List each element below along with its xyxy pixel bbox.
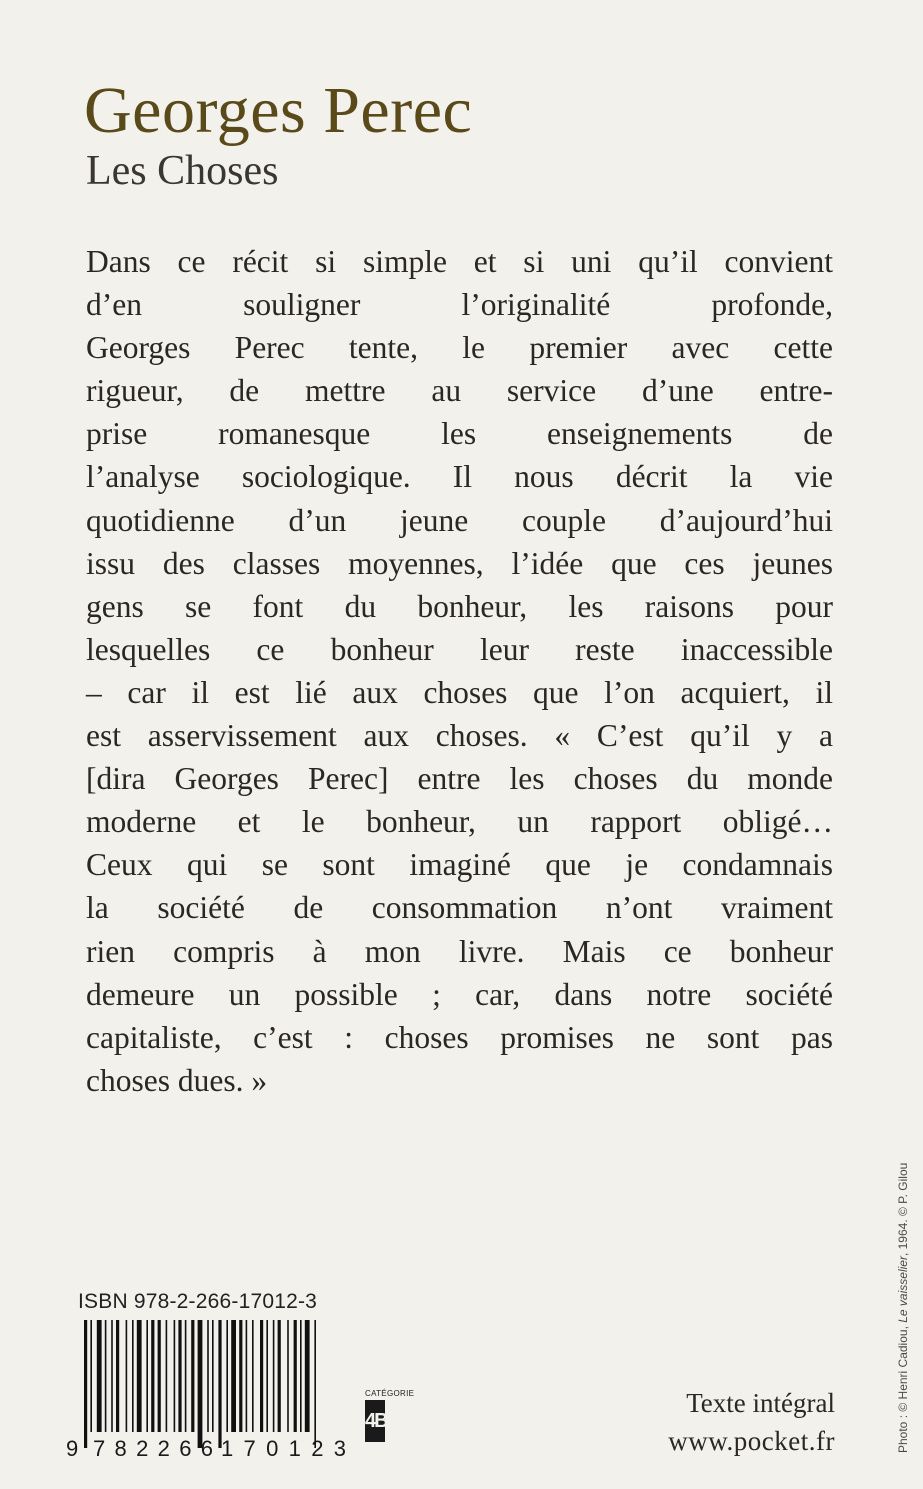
barcode-bar bbox=[305, 1320, 310, 1432]
barcode-bars bbox=[84, 1320, 316, 1448]
barcode-bar bbox=[278, 1320, 281, 1432]
blurb-line: prise romanesque les enseignements de bbox=[86, 416, 833, 452]
barcode bbox=[66, 1320, 360, 1460]
barcode-bar bbox=[198, 1320, 203, 1448]
credit-work: Le vaisselier bbox=[896, 1256, 910, 1323]
blurb-line: rigueur, de mettre au service d’une entre- bbox=[86, 373, 833, 409]
barcode-bar bbox=[111, 1320, 113, 1432]
blurb-line: Georges Perec tente, le premier avec cette bbox=[86, 330, 833, 366]
barcode-bar bbox=[218, 1320, 221, 1448]
barcode-bar bbox=[207, 1320, 209, 1432]
author-name: Georges Perec bbox=[84, 74, 473, 147]
blurb-line: [dira Georges Perec] entre les choses du monde bbox=[86, 761, 833, 797]
blurb-text bbox=[86, 240, 833, 1102]
barcode-bar bbox=[314, 1320, 316, 1448]
barcode-bar bbox=[246, 1320, 248, 1432]
isbn-label: ISBN 978-2-266-17012-3 bbox=[78, 1290, 318, 1313]
barcode-bar bbox=[178, 1320, 181, 1432]
blurb-line: gens se font du bonheur, les raisons pour bbox=[86, 588, 833, 624]
barcode-bar bbox=[137, 1320, 142, 1432]
barcode-bar bbox=[252, 1320, 254, 1432]
barcode-bar bbox=[260, 1320, 263, 1432]
barcode-bar bbox=[273, 1320, 275, 1432]
blurb-line: d’en souligner l’originalité profonde, bbox=[86, 287, 833, 323]
blurb-line: Dans ce récit si simple et si uni qu’il convient bbox=[86, 244, 833, 279]
blurb-line: lesquelles ce bonheur leur reste inaccessible bbox=[86, 631, 833, 667]
barcode-bar bbox=[191, 1320, 194, 1432]
barcode-bar bbox=[146, 1320, 148, 1432]
barcode-bar bbox=[166, 1320, 168, 1432]
category-label: CATÉGORIE bbox=[365, 1389, 415, 1398]
barcode-bar bbox=[116, 1320, 119, 1432]
barcode-bar bbox=[239, 1320, 242, 1432]
barcode-bar bbox=[126, 1320, 128, 1432]
category-badge: 4B bbox=[365, 1400, 385, 1442]
barcode-bar bbox=[300, 1320, 302, 1432]
barcode-bar bbox=[151, 1320, 154, 1432]
barcode-bar bbox=[97, 1320, 102, 1432]
blurb-line: est asservissement aux choses. « C’est qu’il y a bbox=[86, 718, 833, 754]
barcode-bar bbox=[287, 1320, 289, 1432]
barcode-bar bbox=[158, 1320, 161, 1432]
barcode-bar bbox=[84, 1320, 87, 1448]
blurb-line: capitaliste, c’est : choses promises ne sont pas bbox=[86, 1019, 833, 1055]
blurb-line: l’analyse sociologique. Il nous décrit la vie bbox=[86, 459, 833, 495]
barcode-bar bbox=[266, 1320, 268, 1432]
book-title: Les Choses bbox=[86, 148, 279, 194]
barcode-bar bbox=[174, 1320, 176, 1432]
blurb-line: choses dues. » bbox=[86, 1062, 268, 1098]
barcode-bar bbox=[185, 1320, 187, 1432]
blurb-line: – car il est lié aux choses que l’on acquiert, il bbox=[86, 674, 833, 710]
photo-credit bbox=[896, 1163, 910, 1453]
barcode-digit-first: 9 bbox=[66, 1436, 79, 1460]
credit-suffix: , 1964. © P. Gilou bbox=[896, 1162, 910, 1257]
texte-integral: Texte intégral bbox=[686, 1388, 835, 1418]
blurb-line: quotidienne d’un jeune couple d’aujourd’hui bbox=[86, 502, 833, 538]
barcode-bar bbox=[90, 1320, 92, 1432]
barcode-bar bbox=[294, 1320, 297, 1432]
barcode-bar bbox=[226, 1320, 228, 1432]
barcode-bar bbox=[105, 1320, 107, 1432]
blurb-line: la société de consommation n’ont vraiment bbox=[86, 890, 833, 926]
barcode-bar bbox=[212, 1320, 214, 1432]
blurb-line: rien compris à mon livre. Mais ce bonheur bbox=[86, 933, 833, 969]
blurb-line: moderne et le bonheur, un rapport obligé… bbox=[86, 804, 833, 840]
barcode-bar bbox=[132, 1320, 134, 1432]
blurb-line: Ceux qui se sont imaginé que je condamnais bbox=[86, 847, 833, 883]
credit-prefix: Photo : © Henri Cadiou, bbox=[896, 1322, 910, 1453]
blurb-line: demeure un possible ; car, dans notre société bbox=[86, 976, 833, 1012]
blurb-line: issu des classes moyennes, l’idée que ces jeunes bbox=[86, 545, 833, 581]
barcode-digits-right: 170123 bbox=[221, 1436, 346, 1460]
barcode-digits-left: 782266 bbox=[93, 1436, 213, 1460]
website-url: www.pocket.fr bbox=[668, 1426, 835, 1456]
barcode-bar bbox=[231, 1320, 236, 1432]
